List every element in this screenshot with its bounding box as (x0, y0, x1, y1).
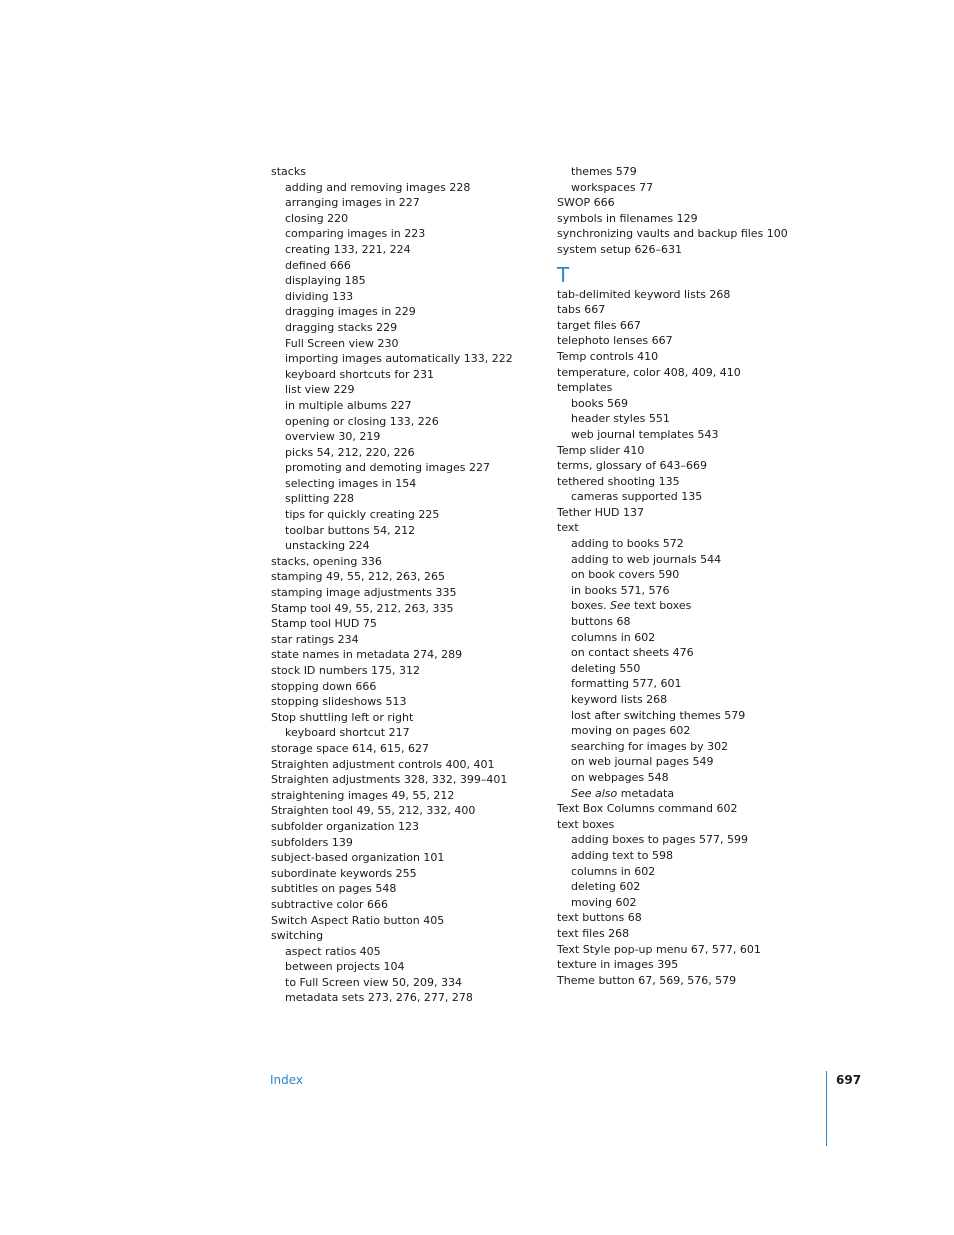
index-subentry: overview 30, 219 (285, 430, 381, 444)
index-subentry: opening or closing 133, 226 (285, 414, 439, 428)
index-subentry: to Full Screen view 50, 209, 334 (285, 975, 462, 989)
index-entry: subtitles on pages 548 (271, 882, 397, 896)
index-subentry: aspect ratios 405 (285, 944, 381, 958)
index-subentry (557, 598, 817, 614)
footer-section-title: Index (270, 1073, 304, 1087)
index-entry: Switch Aspect Ratio button 405 (271, 913, 445, 927)
footer-divider (826, 1071, 827, 1146)
index-subentry: on book covers 590 (571, 568, 680, 582)
index-entry: temperature, color 408, 409, 410 (557, 365, 741, 379)
index-group-t (557, 287, 817, 989)
index-subentry: defined 666 (285, 258, 351, 272)
cross-reference-label: See also (571, 786, 618, 800)
cross-reference-label: See (610, 599, 631, 613)
index-entry: subject-based organization 101 (271, 851, 445, 865)
index-subentry: selecting images in 154 (285, 476, 417, 490)
index-entry: state names in metadata 274, 289 (271, 648, 463, 662)
index-entry: texture in images 395 (557, 958, 679, 972)
index-subentry: keyword lists 268 (571, 693, 668, 706)
index-subentry: list view 229 (285, 383, 355, 397)
index-entry: star ratings 234 (271, 632, 359, 646)
index-subentry: adding to web journals 544 (571, 552, 722, 566)
index-subentry: metadata sets 273, 276, 277, 278 (285, 991, 473, 1005)
index-entry: subfolders 139 (271, 835, 353, 849)
index-entry: templates (557, 381, 613, 395)
index-entry: text boxes (557, 817, 615, 831)
index-entry: target files 667 (557, 318, 641, 332)
index-subentry: displaying 185 (285, 274, 366, 288)
index-entry: subtractive color 666 (271, 897, 389, 911)
index-subentry: arranging images in 227 (285, 196, 420, 210)
index-subentry: moving on pages 602 (571, 724, 691, 738)
index-entry: stopping slideshows 513 (271, 695, 407, 709)
index-entry: straightening images 49, 55, 212 (271, 788, 455, 802)
index-entry: stock ID numbers 175, 312 (271, 664, 421, 677)
index-subentry: dragging images in 229 (285, 305, 416, 319)
entry-text: boxes. (571, 599, 611, 613)
index-subentry: keyboard shortcut 217 (285, 726, 410, 740)
index-entry: Tether HUD 137 (557, 505, 644, 519)
index-entry: Text Box Columns command 602 (557, 802, 738, 816)
index-entry: switching (271, 929, 324, 943)
index-subentry: deleting 602 (571, 880, 641, 894)
index-entry: Stamp tool 49, 55, 212, 263, 335 (271, 601, 454, 615)
index-subentry: moving 602 (571, 895, 637, 909)
index-entry: SWOP 666 (557, 196, 615, 210)
index-subentry: deleting 550 (571, 661, 641, 675)
index-entry: Text Style pop-up menu 67, 577, 601 (557, 942, 761, 956)
index-subentry: between projects 104 (285, 960, 405, 974)
index-entry: Stop shuttling left or right (271, 710, 414, 724)
section-letter-heading: T (557, 262, 570, 287)
index-entry: stacks, opening 336 (271, 554, 382, 568)
index-subentry: formatting 577, 601 (571, 677, 682, 691)
index-entry: stamping image adjustments 335 (271, 586, 457, 600)
index-subentry: columns in 602 (571, 630, 656, 644)
index-subentry: on contact sheets 476 (571, 646, 694, 660)
index-entry: terms, glossary of 643–669 (557, 459, 707, 473)
index-subentry: tips for quickly creating 225 (285, 508, 440, 522)
index-entry: text buttons 68 (557, 911, 642, 925)
index-subentry: lost after switching themes 579 (571, 708, 746, 722)
index-entry: stopping down 666 (271, 679, 377, 693)
index-group-s-continued (557, 164, 817, 258)
index-subentry: web journal templates 543 (571, 427, 719, 441)
index-subentry: promoting and demoting images 227 (285, 461, 490, 475)
index-entry: text (557, 521, 579, 535)
index-subentry: splitting 228 (285, 492, 354, 506)
index-subentry: books 569 (571, 396, 629, 410)
index-column-right (557, 164, 817, 988)
index-subentry: dragging stacks 229 (285, 320, 398, 334)
index-entry: subordinate keywords 255 (271, 866, 417, 880)
index-subentry: keyboard shortcuts for 231 (285, 367, 434, 381)
index-subentry: creating 133, 221, 224 (285, 242, 411, 256)
cross-reference-target: metadata (617, 786, 675, 800)
index-entry: Temp slider 410 (557, 443, 645, 457)
index-subentry: header styles 551 (571, 412, 670, 426)
index-subentry: adding to books 572 (571, 537, 684, 551)
index-entry: Temp controls 410 (557, 349, 659, 363)
index-subentry: cameras supported 135 (571, 490, 703, 504)
index-subentry: toolbar buttons 54, 212 (285, 523, 416, 537)
index-subentry: columns in 602 (571, 864, 656, 878)
page-number: 697 (836, 1073, 862, 1087)
index-subentry: workspaces 77 (571, 180, 654, 194)
index-entry: symbols in filenames 129 (557, 211, 698, 225)
index-subentry: picks 54, 212, 220, 226 (285, 445, 415, 459)
index-entry: subfolder organization 123 (271, 819, 420, 833)
index-entry: storage space 614, 615, 627 (271, 741, 430, 755)
index-entry: Theme button 67, 569, 576, 579 (557, 973, 737, 987)
index-entry: stamping 49, 55, 212, 263, 265 (271, 570, 445, 584)
index-entry: text files 268 (557, 926, 630, 940)
index-subentry: on webpages 548 (571, 770, 669, 784)
index-entry: Straighten adjustments 328, 332, 399–401 (271, 773, 508, 787)
index-entry: tabs 667 (557, 303, 606, 317)
index-subentry: adding text to 598 (571, 848, 673, 862)
index-subentry: on web journal pages 549 (571, 755, 714, 769)
index-subentry: dividing 133 (285, 289, 354, 303)
index-subentry: unstacking 224 (285, 539, 370, 553)
index-subentry: Full Screen view 230 (285, 336, 399, 350)
index-entry: Stamp tool HUD 75 (271, 617, 377, 631)
index-subentry: closing 220 (285, 211, 349, 225)
index-entry: telephoto lenses 667 (557, 334, 673, 348)
index-subentry: adding and removing images 228 (285, 180, 471, 194)
index-subentry: buttons 68 (571, 615, 631, 629)
index-subentry: in multiple albums 227 (285, 398, 412, 412)
index-subentry: searching for images by 302 (571, 739, 729, 753)
index-column-left (271, 164, 531, 1006)
index-subentry: importing images automatically 133, 222 (285, 352, 513, 366)
index-subentry: in books 571, 576 (571, 583, 670, 597)
index-entry: stacks (271, 165, 306, 178)
index-subentry: themes 579 (571, 165, 637, 178)
index-entry: Straighten adjustment controls 400, 401 (271, 757, 495, 771)
cross-reference-target: text boxes (630, 599, 692, 613)
index-subentry: adding boxes to pages 577, 599 (571, 833, 748, 847)
index-entry: tab-delimited keyword lists 268 (557, 287, 731, 301)
index-entry: tethered shooting 135 (557, 474, 680, 488)
index-subentry (557, 786, 817, 802)
index-entry: system setup 626–631 (557, 242, 683, 256)
index-entry: Straighten tool 49, 55, 212, 332, 400 (271, 804, 476, 818)
index-entry: synchronizing vaults and backup files 100 (557, 227, 788, 241)
index-subentry: comparing images in 223 (285, 227, 426, 241)
